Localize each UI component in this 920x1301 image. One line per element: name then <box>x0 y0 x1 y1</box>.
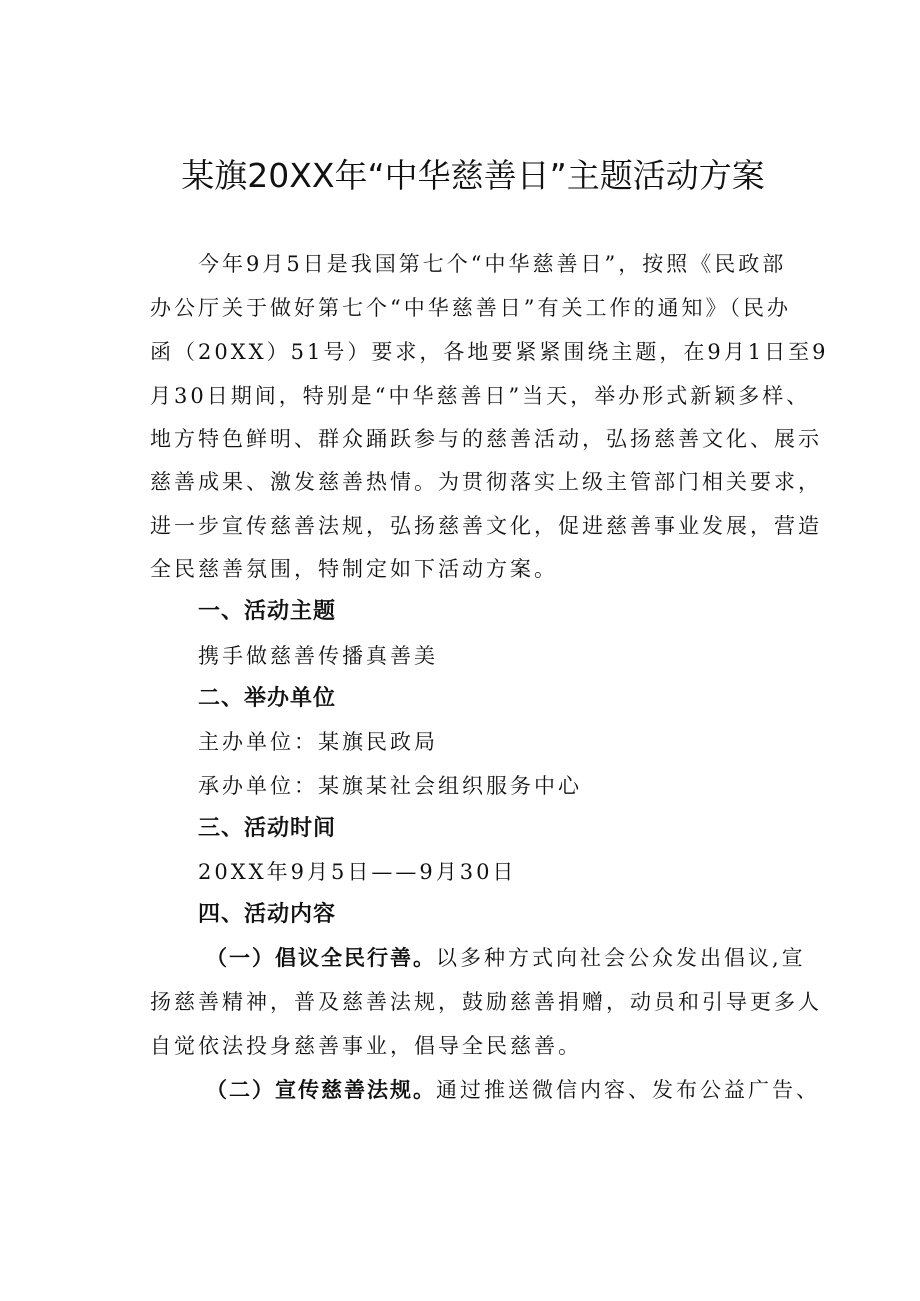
content-item-1-line-3: 自觉依法投身慈善事业，倡导全民慈善。 <box>150 1034 582 1058</box>
content-item-2-first-line <box>206 1075 820 1105</box>
content-item-2-text: 通过推送微信内容、发布公益广告、 <box>436 1078 820 1102</box>
document-title: 某旗20XX年“中华慈善日”主题活动方案 <box>181 156 765 195</box>
section-heading-time: 三、活动时间 <box>198 816 337 841</box>
content-item-1-first-line <box>206 943 806 973</box>
time-text: 20XX年9月5日——9月30日 <box>198 860 517 884</box>
host-unit-text: 主办单位：某旗民政局 <box>198 730 438 754</box>
section-heading-organizers: 二、举办单位 <box>198 686 337 711</box>
intro-line-7: 进一步宣传慈善法规，弘扬慈善文化，促进慈善事业发展，营造 <box>150 514 822 538</box>
intro-line-5: 地方特色鲜明、群众踊跃参与的慈善活动，弘扬慈善文化、展示 <box>150 427 822 451</box>
intro-line-3: 函（20XX）51号）要求，各地要紧紧围绕主题，在9月1日至9 <box>150 340 829 364</box>
section-heading-content: 四、活动内容 <box>198 902 337 927</box>
intro-line-8: 全民慈善氛围，特制定如下活动方案。 <box>150 557 558 581</box>
content-item-2-label: （二）宣传慈善法规。 <box>206 1078 436 1102</box>
content-item-1-line-2: 扬慈善精神，普及慈善法规，鼓励慈善捐赠，动员和引导更多人 <box>150 990 822 1014</box>
content-item-1-label: （一）倡议全民行善。 <box>206 946 436 970</box>
intro-line-4: 月30日期间，特别是“中华慈善日”当天，举办形式新颖多样、 <box>150 384 811 408</box>
content-item-1-text: 以多种方式向社会公众发出倡议,宣 <box>436 946 806 970</box>
intro-line-1: 今年9月5日是我国第七个“中华慈善日”，按照《民政部 <box>198 252 787 276</box>
organizer-unit-text: 承办单位：某旗某社会组织服务中心 <box>198 774 582 798</box>
intro-line-6: 慈善成果、激发慈善热情。为贯彻落实上级主管部门相关要求， <box>150 470 822 494</box>
intro-line-2: 办公厅关于做好第七个“中华慈善日”有关工作的通知》（民办 <box>150 296 791 320</box>
section-heading-theme: 一、活动主题 <box>198 599 337 624</box>
theme-text: 携手做慈善传播真善美 <box>198 644 438 668</box>
